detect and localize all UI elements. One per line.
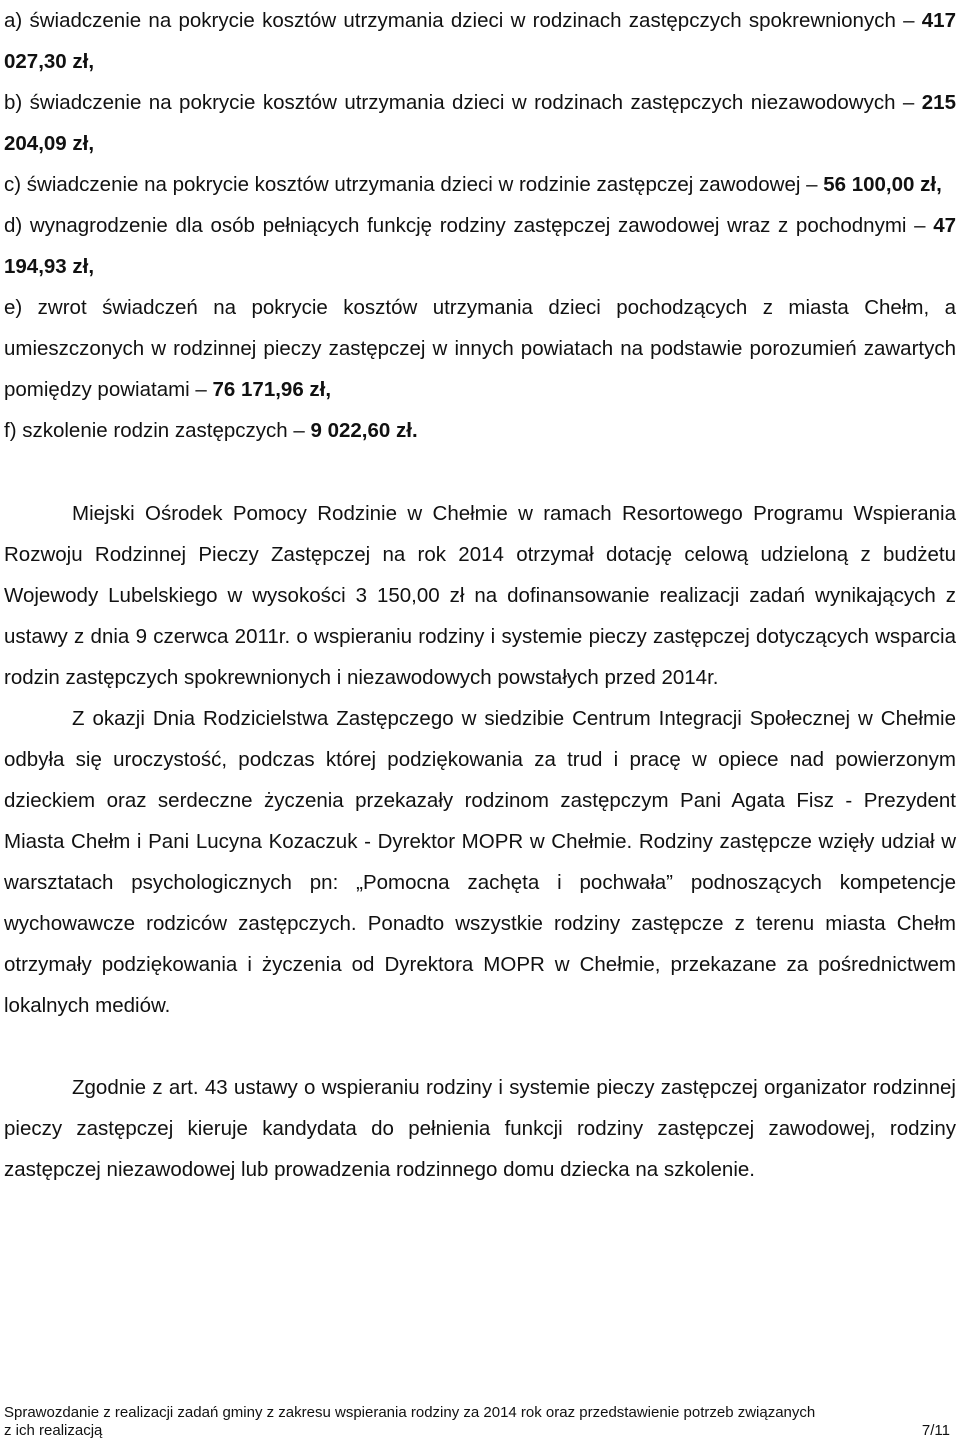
list-item: f) szkolenie rodzin zastępczych – 9 022,60 zł. [4,419,418,442]
paragraph-training: Zgodnie z art. 43 ustawy o wspieraniu rodziny i systemie pieczy zastępczej organizator rodzinnej pieczy zastępczej kieruje kandydata do pełnienia funkcji rodziny zastępczej zawodowej, rodziny zastępczej niezawodowej lub prowadzenia rodzinnego domu dziecka na szkolenie. [4,1076,956,1181]
paragraph-grant: Miejski Ośrodek Pomocy Rodzinie w Chełmie w ramach Resortowego Programu Wspierania Rozwoju Rodzinnej Pieczy Zastępczej na rok 2014 otrzymał dotację celową udzieloną z budżetu Wojewody Lubelskiego w wysokości 3 150,00 zł na dofinansowanie realizacji zadań wynikających z ustawy z dnia 9 czerwca 2011r. o wspieraniu rodziny i systemie pieczy zastępczej dotyczących wsparcia rodzin zastępczych spokrewnionych i niezawodowych powstałych przed 2014r. [4,502,956,689]
footer-bottom-line [4,1422,950,1440]
page-number: 7/11 [921,1422,950,1439]
amount: 9 022,60 zł. [310,419,418,442]
amount: 417 027,30 zł, [4,9,956,73]
list-item: e) zwrot świadczeń na pokrycie kosztów utrzymania dzieci pochodzących z miasta Chełm, a umieszczonych w rodzinnej pieczy zastępczej w innych powiatach na podstawie porozumień zawartych pomiędzy powiatami – 76 171,96 zł, [4,296,956,401]
document-page [4,0,956,1190]
amount: 56 100,00 zł, [823,173,942,196]
list-item: a) świadczenie na pokrycie kosztów utrzymania dzieci w rodzinach zastępczych spokrewnionych – 417 027,30 zł, [4,9,956,73]
list-item: b) świadczenie na pokrycie kosztów utrzymania dzieci w rodzinach zastępczych niezawodowych – 215 204,09 zł, [4,91,956,155]
footer-title: Sprawozdanie z realizacji zadań gminy z zakresu wspierania rodziny za 2014 rok oraz przedstawienie potrzeb związanych [4,1404,816,1421]
paragraph-foster-day: Z okazji Dnia Rodzicielstwa Zastępczego w siedzibie Centrum Integracji Społecznej w Chełmie odbyła się uroczystość, podczas której podziękowania za trud i pracę w opiece nad powierzonym dzieckiem oraz serdeczne życzenia przekazały rodzinom zastępczym Pani Agata Fisz - Prezydent Miasta Chełm i Pani Lucyna Kozaczuk - Dyrektor MOPR w Chełmie. Rodziny zastępcze wzięły udział w warsztatach psychologicznych pn: „Pomocna zachęta i pochwała” podnoszących kompetencje wychowawcze rodziców zastępczych. Ponadto wszystkie rodziny zastępcze z terenu miasta Chełm otrzymały podziękowania i życzenia od Dyrektora MOPR w Chełmie, przekazane za pośrednictwem lokalnych mediów. [4,707,956,1017]
list-item: d) wynagrodzenie dla osób pełniących funkcję rodziny zastępczej zawodowej wraz z pochodnymi – 47 194,93 zł, [4,214,956,278]
amount: 47 194,93 zł, [4,214,956,278]
amount: 215 204,09 zł, [4,91,956,155]
page-footer [4,1404,950,1440]
list-item: c) świadczenie na pokrycie kosztów utrzymania dzieci w rodzinie zastępczej zawodowej – 56 100,00 zł, [4,173,942,196]
amount: 76 171,96 zł, [212,378,332,401]
expense-list [4,0,956,451]
footer-title-continued: z ich realizacją [4,1422,103,1439]
